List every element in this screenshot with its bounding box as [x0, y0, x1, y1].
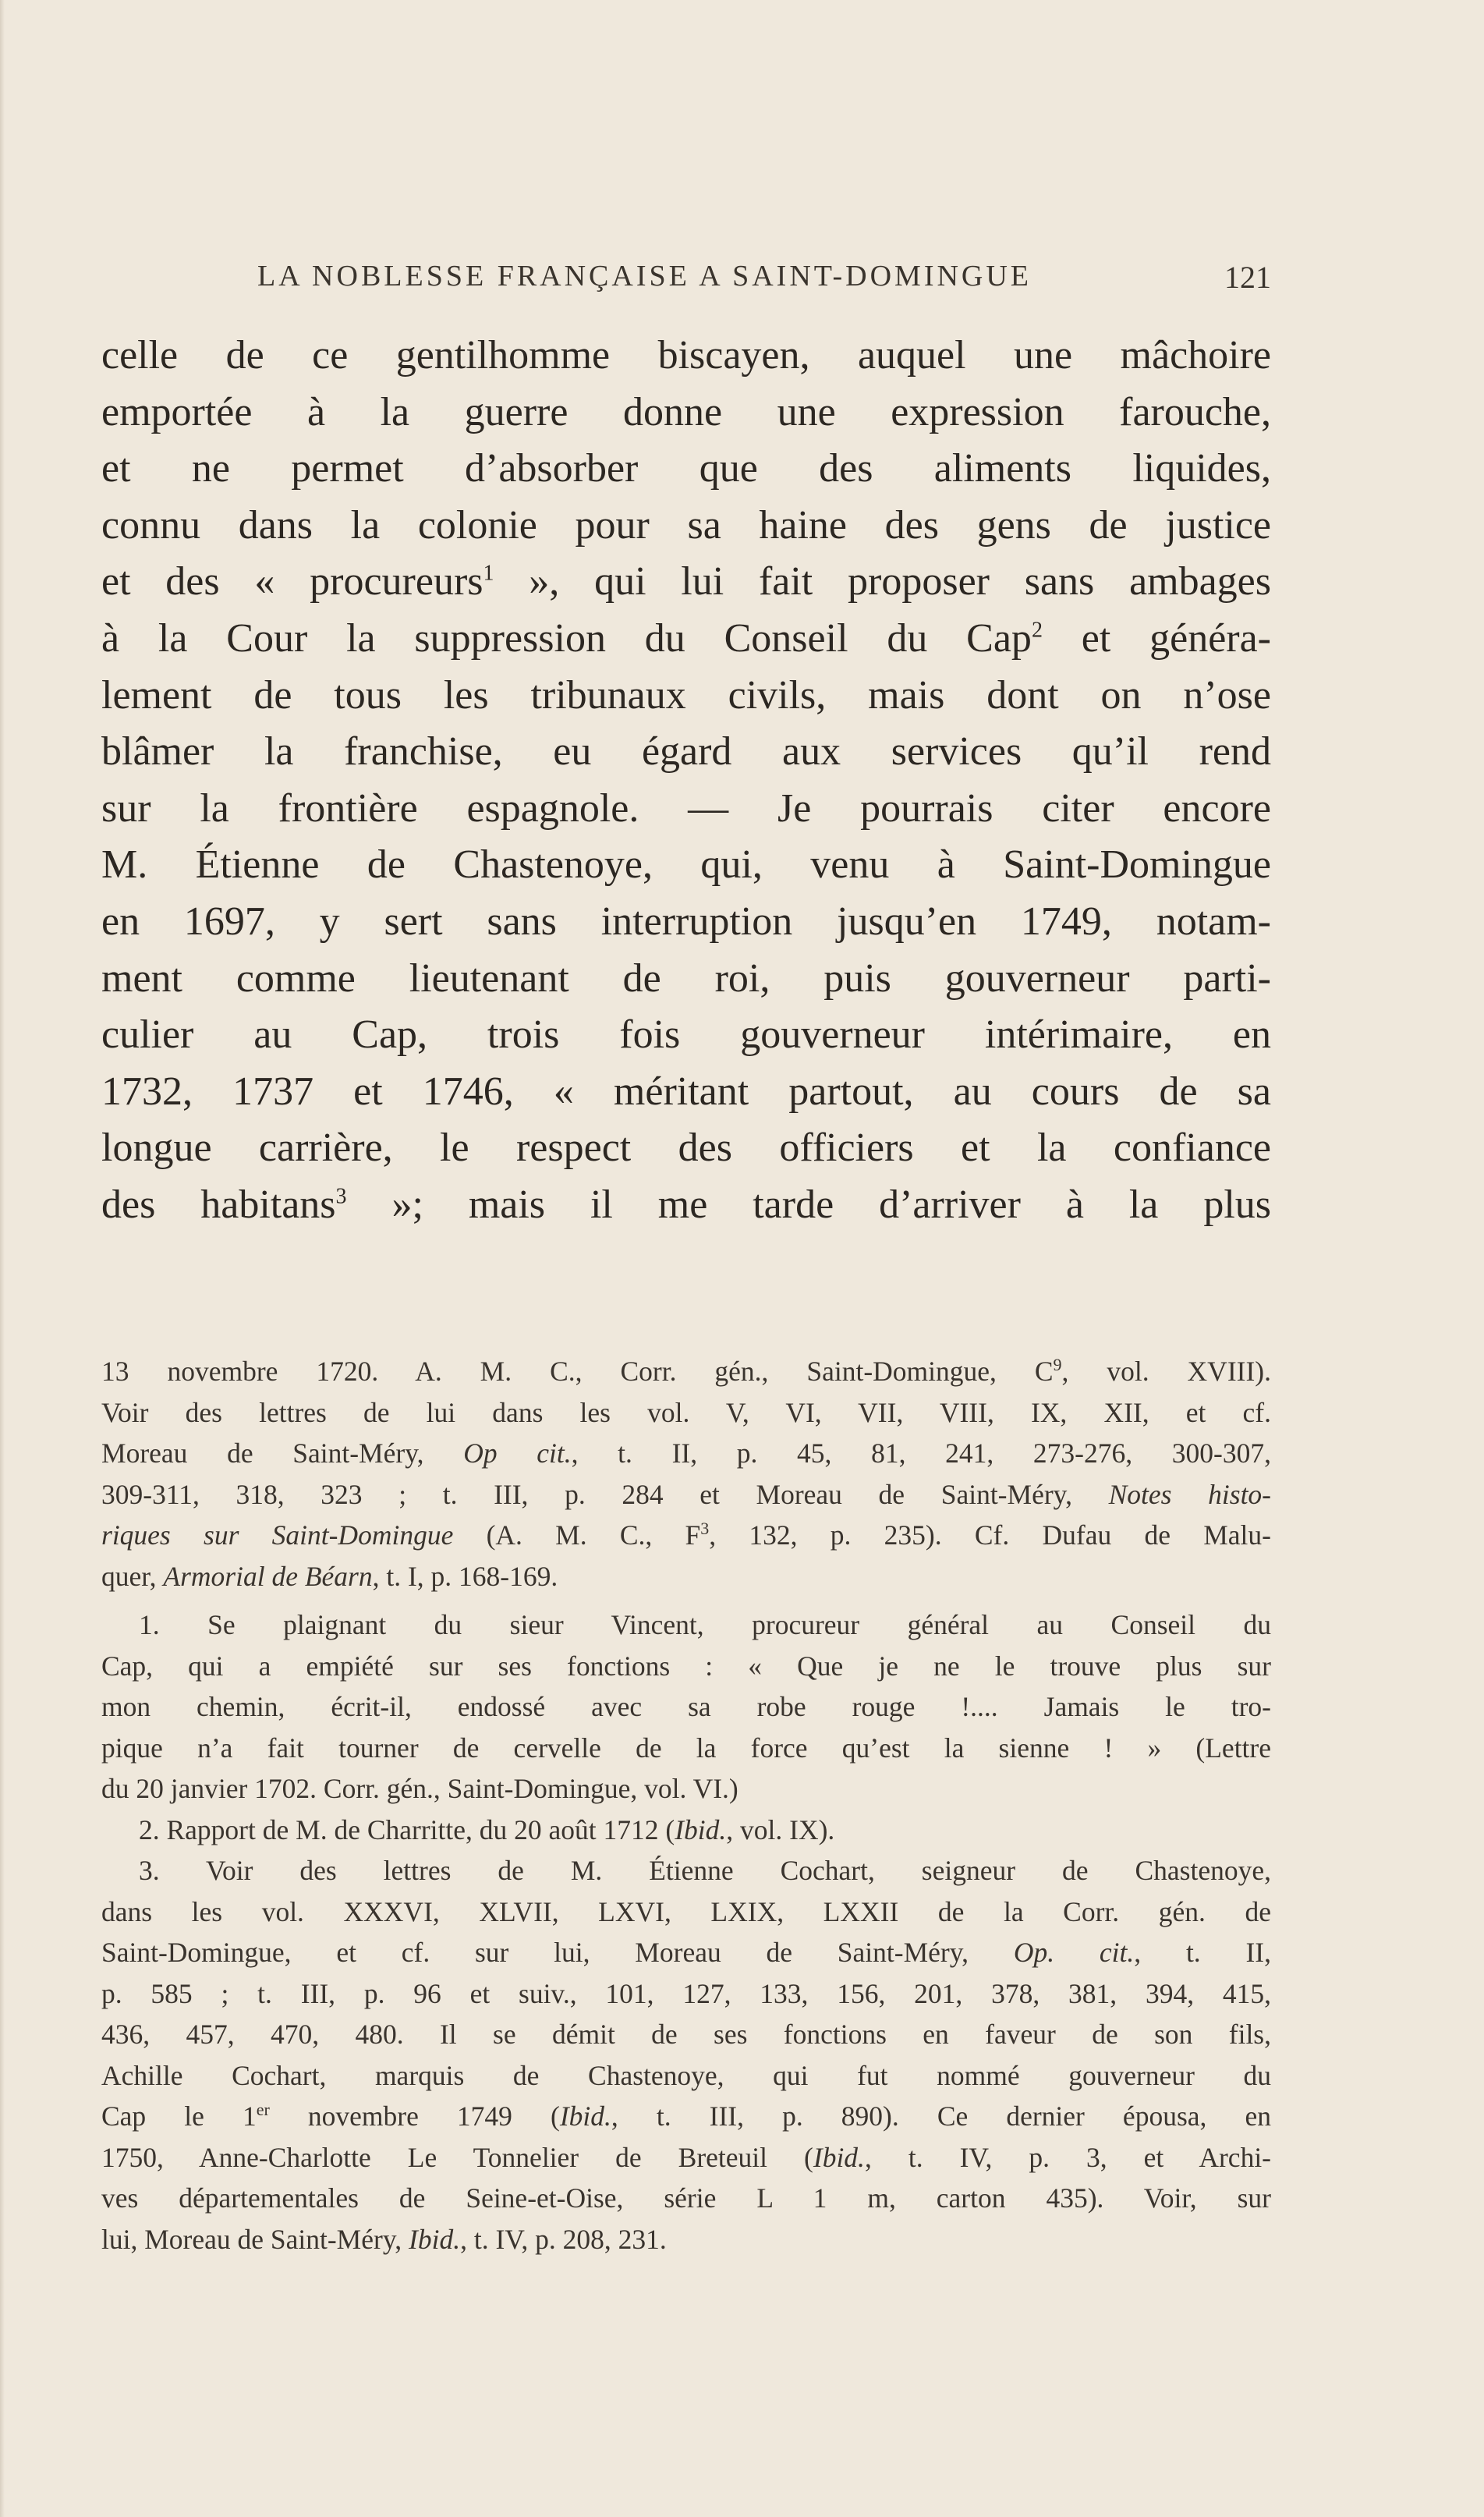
footnote-line: du 20 janvier 1702. Corr. gén., Saint-Domingue, vol. VI.) — [101, 1773, 738, 1804]
running-head: LA NOBLESSE FRANÇAISE A SAINT-DOMINGUE — [257, 260, 1032, 292]
footnote-line: Moreau de Saint-Méry, Op cit., t. II, p. 45, 81, 241, 273-276, 300-307, — [101, 1438, 1271, 1469]
footnote-line: 436, 457, 470, 480. Il se démit de ses fonctions en faveur de son fils, — [101, 2019, 1271, 2050]
footnote-line: mon chemin, écrit-il, endossé avec sa robe rouge !.... Jamais le tro- — [101, 1691, 1271, 1722]
text-line: emportée à la guerre donne une expression farouche, — [101, 389, 1271, 434]
footnote-2 — [101, 1810, 1271, 1851]
footnote-line: lui, Moreau de Saint-Méry, Ibid., t. IV, p. 208, 231. — [101, 2223, 667, 2255]
footnote-continued — [101, 1351, 1271, 1597]
footnotes — [101, 1351, 1271, 2260]
footnote-line: 1750, Anne-Charlotte Le Tonnelier de Breteuil (Ibid., t. IV, p. 3, et Archi- — [101, 2141, 1272, 2173]
footnote-1 — [101, 1604, 1271, 1810]
text-line: connu dans la colonie pour sa haine des gens de justice — [101, 502, 1271, 548]
text-line: 1732, 1737 et 1746, « méritant partout, au cours de sa — [101, 1069, 1271, 1114]
footnote-line: ves départementales de Seine-et-Oise, série L 1 m, carton 435). Voir, sur — [101, 2182, 1271, 2214]
footnote-line: 13 novembre 1720. A. M. C., Corr. gén., Saint-Domingue, $C^9$, vol. XVIII). — [101, 1355, 1271, 1387]
footnote-line: 309-311, 318, 323 ; t. III, p. 284 et Moreau de Saint-Méry, Notes histo- — [101, 1478, 1271, 1510]
footnote-line: dans les vol. XXXVI, XLVII, LXVI, LXIX, LXXII de la Corr. gén. de — [101, 1895, 1271, 1927]
text-line: longue carrière, le respect des officiers et la confiance — [101, 1126, 1271, 1171]
text-line: et des « procureurs$^1$ », qui lui fait proposer sans ambages — [101, 559, 1271, 604]
footnote-line: 1. Se plaignant du sieur Vincent, procureur général au Conseil du — [139, 1609, 1271, 1640]
text-line: à la Cour la suppression du Conseil du Cap$^2$ et généra- — [101, 615, 1271, 661]
text-line: sur la frontière espagnole. — Je pourrais citer encore — [101, 785, 1271, 831]
footnote-3 — [101, 1850, 1271, 2260]
text-line: en 1697, y sert sans interruption jusqu’en 1749, notam- — [101, 899, 1271, 944]
footnote-line: Cap le 1er novembre 1749 (Ibid., t. III, p. 890). Ce dernier épousa, en — [101, 2100, 1271, 2132]
footnote-ref-1[interactable]: 1 — [483, 562, 494, 587]
footnote-ref-2[interactable]: 2 — [1031, 618, 1043, 643]
main-text — [101, 328, 1271, 1234]
text-line: et ne permet d’absorber que des aliments liquides, — [101, 446, 1271, 491]
footnote-line: Saint-Domingue, et cf. sur lui, Moreau de Saint-Méry, Op. cit., t. II, — [101, 1937, 1271, 1968]
footnote-line: Achille Cochart, marquis de Chastenoye, qui fut nommé gouverneur du — [101, 2059, 1271, 2091]
footnote-ref-3[interactable]: 3 — [335, 1184, 347, 1209]
page-edge-shadow — [0, 0, 5, 2517]
text-line: blâmer la franchise, eu égard aux services qu’il rend — [101, 729, 1271, 775]
page-number: 121 — [1224, 260, 1271, 295]
text-line: lement de tous les tribunaux civils, mais dont on n’ose — [101, 672, 1271, 718]
footnote-line: riques sur Saint-Domingue (A. M. C., $F^3$, 132, p. 235). Cf. Dufau de Malu- — [101, 1519, 1271, 1551]
footnote-line: p. 585 ; t. III, p. 96 et suiv., 101, 127, 133, 156, 201, 378, 381, 394, 415, — [101, 1977, 1271, 2009]
footnote-line: 2. Rapport de M. de Charritte, du 20 août 1712 (Ibid., vol. IX). — [139, 1813, 835, 1845]
text-line: ment comme lieutenant de roi, puis gouverneur parti- — [101, 955, 1271, 1001]
page-header — [101, 259, 1271, 298]
footnote-line: 3. Voir des lettres de M. Étienne Cochart, seigneur de Chastenoye, — [139, 1855, 1271, 1886]
text-line: celle de ce gentilhomme biscayen, auquel une mâchoire — [101, 333, 1271, 378]
footnote-line: pique n’a fait tourner de cervelle de la force qu’est la sienne ! » (Lettre — [101, 1732, 1271, 1764]
footnote-line: Cap, qui a empiété sur ses fonctions : « Que je ne le trouve plus sur — [101, 1650, 1271, 1682]
text-line: des habitans$^3$ »; mais il me tarde d’arriver à la plus — [101, 1182, 1271, 1227]
footnote-line: quer, Armorial de Béarn, t. I, p. 168-169. — [101, 1560, 558, 1592]
footnote-line: Voir des lettres de lui dans les vol. V, VI, VII, VIII, IX, XII, et cf. — [101, 1396, 1271, 1428]
text-line: culier au Cap, trois fois gouverneur intérimaire, en — [101, 1012, 1271, 1058]
text-line: M. Étienne de Chastenoye, qui, venu à Saint-Domingue — [101, 842, 1271, 888]
